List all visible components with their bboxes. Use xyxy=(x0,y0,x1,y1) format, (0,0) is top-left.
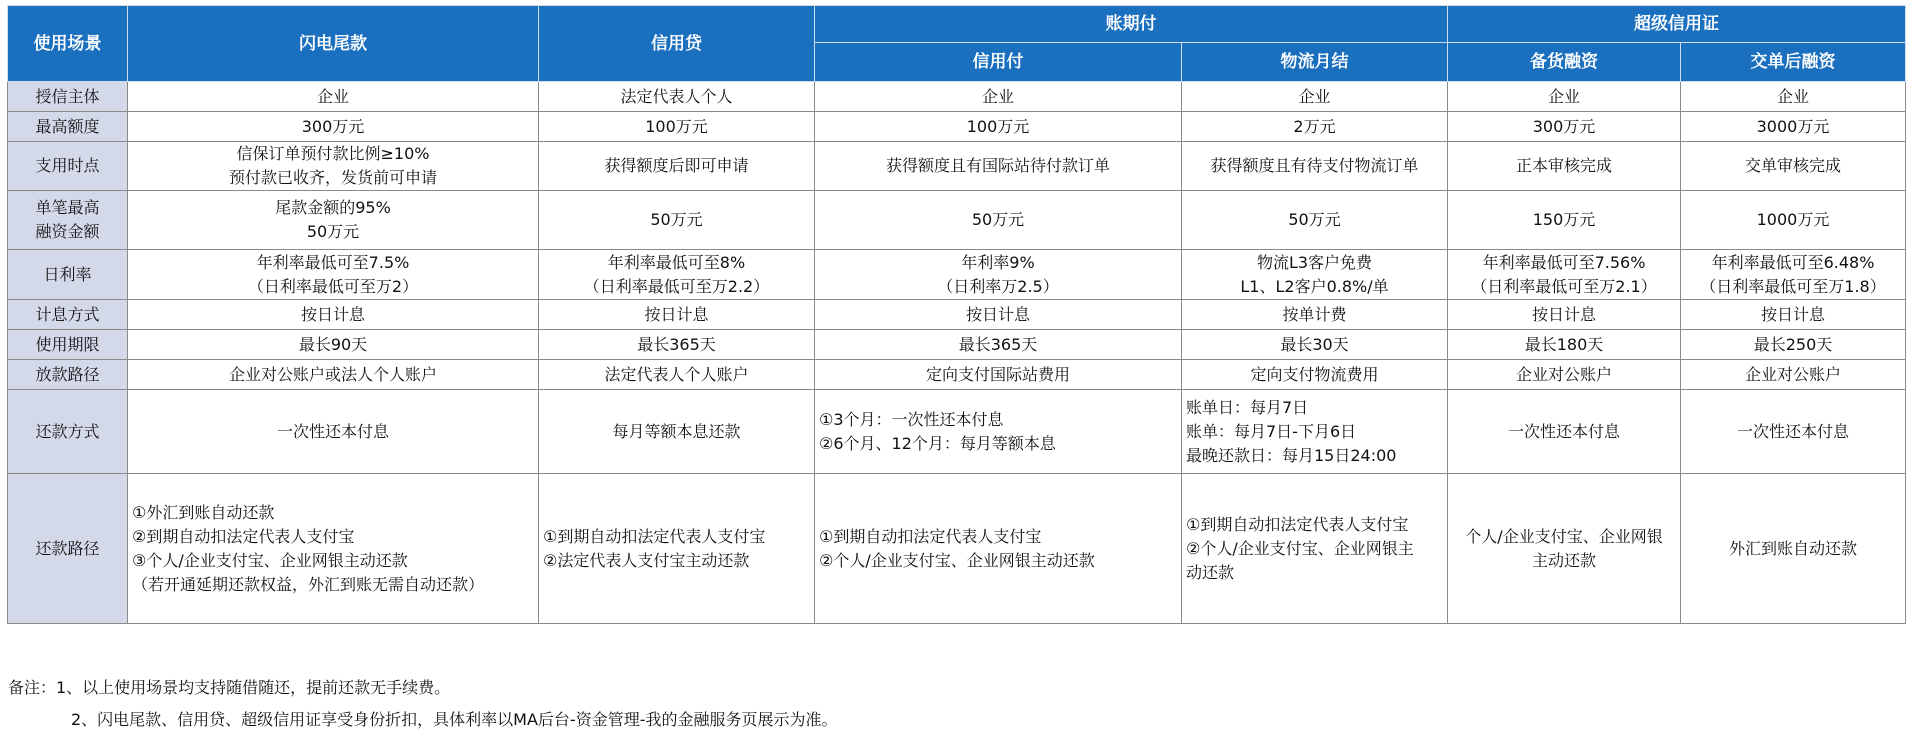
cell-text: 按日计息 xyxy=(965,304,1030,324)
table-cell xyxy=(128,300,539,330)
table-row xyxy=(8,474,1906,624)
table-row xyxy=(8,390,1906,474)
table-cell xyxy=(128,112,539,142)
table-cell xyxy=(1681,191,1906,250)
row-label xyxy=(8,474,128,624)
table-cell xyxy=(1182,250,1448,300)
table-cell xyxy=(1182,82,1448,112)
table-cell xyxy=(1681,390,1906,474)
cell-text: ②6个月、12个月：每月等额本息 xyxy=(819,433,1056,453)
table-row xyxy=(8,142,1906,191)
table-cell xyxy=(128,82,539,112)
cell-text: （日利率最低可至万2） xyxy=(247,276,419,296)
cell-text: 2万元 xyxy=(1293,116,1336,136)
header-stock-financing: 备货融资 xyxy=(1448,43,1681,82)
cell-text: 最长180天 xyxy=(1524,334,1604,354)
row-label-text: 计息方式 xyxy=(35,304,100,324)
cell-text: （日利率万2.5） xyxy=(937,276,1059,296)
table-cell xyxy=(1681,330,1906,360)
header-account-period: 账期付 xyxy=(815,6,1448,43)
cell-text: 年利率9% xyxy=(961,252,1035,272)
table-cell xyxy=(128,390,539,474)
footnote-line-1: 备注：1、以上使用场景均支持随借随还，提前还款无手续费。 xyxy=(8,678,451,697)
row-label-text: 单笔最高 xyxy=(35,198,100,217)
row-label xyxy=(8,142,128,191)
table-cell xyxy=(128,474,539,624)
cell-text: 获得额度后即可申请 xyxy=(604,156,749,175)
row-label-text: 支用时点 xyxy=(35,156,100,175)
cell-text: 企业 xyxy=(316,86,349,106)
row-label-text: 日利率 xyxy=(43,264,92,284)
cell-text: ①到期自动扣法定代表人支付宝 xyxy=(543,526,766,546)
cell-text: （若开通延期还款权益，外汇到账无需自动还款） xyxy=(132,574,485,594)
table-cell xyxy=(815,360,1182,390)
cell-text: 最长365天 xyxy=(637,334,716,354)
table-cell xyxy=(128,191,539,250)
table-cell xyxy=(815,82,1182,112)
cell-text: 法定代表人个人账户 xyxy=(604,364,749,384)
row-label-text: 还款路径 xyxy=(35,538,100,558)
table-row xyxy=(8,360,1906,390)
row-label-text: 融资金额 xyxy=(35,222,100,241)
table-cell xyxy=(1182,330,1448,360)
header-credit-pay: 信用付 xyxy=(815,43,1182,82)
cell-text: 信保订单预付款比例≥10% xyxy=(236,144,430,163)
row-label-text: 授信主体 xyxy=(35,86,100,106)
table-cell xyxy=(539,112,815,142)
row-label-text: 使用期限 xyxy=(35,334,100,354)
table-cell xyxy=(539,142,815,191)
table-cell xyxy=(1182,300,1448,330)
cell-text: 动还款 xyxy=(1186,562,1235,582)
table-cell xyxy=(1448,474,1681,624)
row-label xyxy=(8,360,128,390)
table-cell xyxy=(1182,191,1448,250)
cell-text: 外汇到账自动还款 xyxy=(1728,538,1857,558)
row-label xyxy=(8,250,128,300)
table-cell xyxy=(815,330,1182,360)
cell-text: 50万元 xyxy=(650,210,703,229)
cell-text: 企业对公账户 xyxy=(1744,364,1841,384)
cell-text: 1000万元 xyxy=(1756,210,1830,229)
finance-comparison-table xyxy=(7,5,1906,624)
table-cell xyxy=(539,250,815,300)
row-label xyxy=(8,112,128,142)
cell-text: 最晚还款日：每月15日24:00 xyxy=(1186,445,1397,465)
table-cell xyxy=(1681,360,1906,390)
cell-text: 尾款金额的95% xyxy=(275,198,391,217)
table-cell xyxy=(1182,390,1448,474)
table-cell xyxy=(128,142,539,191)
table-cell xyxy=(539,360,815,390)
table-cell xyxy=(815,191,1182,250)
cell-text: 按日计息 xyxy=(300,304,365,324)
row-label xyxy=(8,300,128,330)
footnote-line-2: 2、闪电尾款、信用贷、超级信用证享受身份折扣，具体利率以MA后台-资金管理-我的金融服务页展示为准。 xyxy=(71,710,838,729)
cell-text: 150万元 xyxy=(1532,210,1596,229)
row-label-text: 最高额度 xyxy=(35,116,100,136)
cell-text: 企业 xyxy=(981,86,1014,106)
cell-text: ②个人/企业支付宝、企业网银主 xyxy=(1186,538,1414,558)
cell-text: 法定代表人个人 xyxy=(620,86,733,106)
table-cell xyxy=(539,82,815,112)
table-row xyxy=(8,112,1906,142)
header-post-delivery-financing: 交单后融资 xyxy=(1681,43,1906,82)
table-cell xyxy=(1448,330,1681,360)
header-flash-tail: 闪电尾款 xyxy=(128,6,539,82)
table-cell xyxy=(1448,142,1681,191)
table-row xyxy=(8,250,1906,300)
header-credit-loan: 信用贷 xyxy=(539,6,815,82)
row-label-text: 放款路径 xyxy=(35,364,100,384)
cell-text: 年利率最低可至8% xyxy=(607,252,746,272)
cell-text: 按日计息 xyxy=(1531,304,1596,324)
table-cell xyxy=(1681,142,1906,191)
cell-text: 个人/企业支付宝、企业网银 xyxy=(1465,526,1663,546)
table-row xyxy=(8,330,1906,360)
table-cell xyxy=(1448,300,1681,330)
cell-text: 账单：每月7日-下月6日 xyxy=(1186,421,1357,441)
cell-text: 年利率最低可至7.5% xyxy=(256,252,410,272)
cell-text: L1、L2客户0.8%/单 xyxy=(1240,276,1389,296)
table-cell xyxy=(1448,82,1681,112)
cell-text: 物流L3客户免费 xyxy=(1256,252,1373,272)
table-cell xyxy=(815,390,1182,474)
cell-text: 账单日：每月7日 xyxy=(1186,397,1309,417)
table-cell xyxy=(539,191,815,250)
cell-text: 按单计费 xyxy=(1282,304,1347,324)
footnote xyxy=(8,672,837,736)
table-row xyxy=(8,300,1906,330)
row-label-text: 还款方式 xyxy=(35,421,100,441)
table-body xyxy=(8,82,1906,624)
table-cell xyxy=(128,330,539,360)
cell-text: 按日计息 xyxy=(644,304,709,324)
table-cell xyxy=(1448,112,1681,142)
cell-text: ①到期自动扣法定代表人支付宝 xyxy=(819,526,1042,546)
cell-text: 主动还款 xyxy=(1531,550,1596,570)
header-super-credit-cert: 超级信用证 xyxy=(1448,6,1906,43)
table-cell xyxy=(1681,112,1906,142)
table-cell xyxy=(1681,250,1906,300)
table-cell xyxy=(1448,250,1681,300)
cell-text: 50万元 xyxy=(971,210,1025,229)
table-cell xyxy=(1448,390,1681,474)
cell-text: ①3个月：一次性还本付息 xyxy=(819,409,1004,429)
cell-text: 企业对公账户或法人个人账户 xyxy=(228,364,437,384)
cell-text: 交单审核完成 xyxy=(1744,156,1841,175)
table-cell xyxy=(815,112,1182,142)
cell-text: （日利率最低可至万2.2） xyxy=(583,276,770,296)
table-cell xyxy=(1182,112,1448,142)
cell-text: 最长30天 xyxy=(1280,334,1349,354)
cell-text: 300万元 xyxy=(301,116,365,136)
cell-text: 获得额度且有国际站待付款订单 xyxy=(885,156,1110,175)
table-row xyxy=(8,82,1906,112)
cell-text: 定向支付物流费用 xyxy=(1250,364,1379,384)
cell-text: ①到期自动扣法定代表人支付宝 xyxy=(1186,514,1409,534)
cell-text: 50万元 xyxy=(306,222,360,241)
cell-text: 每月等额本息还款 xyxy=(612,421,741,441)
cell-text: ③个人/企业支付宝、企业网银主动还款 xyxy=(132,550,408,570)
table-cell xyxy=(539,330,815,360)
table-cell xyxy=(128,250,539,300)
cell-text: 3000万元 xyxy=(1756,116,1830,136)
table-cell xyxy=(1182,142,1448,191)
comparison-table-wrapper xyxy=(7,5,1905,624)
cell-text: 预付款已收齐，发货前可申请 xyxy=(228,168,437,187)
table-cell xyxy=(539,390,815,474)
table-cell xyxy=(815,250,1182,300)
cell-text: 按日计息 xyxy=(1760,304,1825,324)
cell-text: ②法定代表人支付宝主动还款 xyxy=(543,550,750,570)
header-logistics-monthly: 物流月结 xyxy=(1182,43,1448,82)
cell-text: 一次性还本付息 xyxy=(1736,421,1849,441)
cell-text: ②个人/企业支付宝、企业网银主动还款 xyxy=(819,550,1095,570)
table-cell xyxy=(1448,360,1681,390)
cell-text: 定向支付国际站费用 xyxy=(925,364,1070,384)
header-scene: 使用场景 xyxy=(8,6,128,82)
cell-text: （日利率最低可至万2.1） xyxy=(1471,276,1657,296)
cell-text: 50万元 xyxy=(1288,210,1341,229)
cell-text: 企业 xyxy=(1547,86,1580,106)
cell-text: 100万元 xyxy=(966,116,1030,136)
cell-text: 获得额度且有待支付物流订单 xyxy=(1210,156,1419,175)
cell-text: 企业 xyxy=(1298,86,1331,106)
row-label xyxy=(8,82,128,112)
cell-text: 企业对公账户 xyxy=(1515,364,1612,384)
row-label xyxy=(8,390,128,474)
cell-text: 100万元 xyxy=(645,116,708,136)
table-cell xyxy=(815,142,1182,191)
cell-text: 年利率最低可至6.48% xyxy=(1711,252,1875,272)
table-cell xyxy=(1182,360,1448,390)
cell-text: 300万元 xyxy=(1532,116,1596,136)
table-cell xyxy=(1448,191,1681,250)
table-cell xyxy=(815,300,1182,330)
table-cell xyxy=(539,300,815,330)
table-cell xyxy=(1681,474,1906,624)
cell-text: 年利率最低可至7.56% xyxy=(1482,252,1646,272)
cell-text: 最长250天 xyxy=(1753,334,1833,354)
cell-text: 正本审核完成 xyxy=(1515,156,1612,175)
cell-text: 企业 xyxy=(1776,86,1809,106)
cell-text: 一次性还本付息 xyxy=(1507,421,1620,441)
table-cell xyxy=(1681,82,1906,112)
row-label xyxy=(8,330,128,360)
row-label xyxy=(8,191,128,250)
table-row xyxy=(8,191,1906,250)
cell-text: （日利率最低可至万1.8） xyxy=(1700,276,1886,296)
table-cell xyxy=(128,360,539,390)
table-cell xyxy=(1681,300,1906,330)
cell-text: ①外汇到账自动还款 xyxy=(132,502,275,522)
cell-text: 最长90天 xyxy=(298,334,368,354)
table-cell xyxy=(1182,474,1448,624)
table-cell xyxy=(539,474,815,624)
cell-text: 一次性还本付息 xyxy=(276,421,389,441)
cell-text: 最长365天 xyxy=(958,334,1038,354)
table-cell xyxy=(815,474,1182,624)
cell-text: ②到期自动扣法定代表人支付宝 xyxy=(132,526,355,546)
